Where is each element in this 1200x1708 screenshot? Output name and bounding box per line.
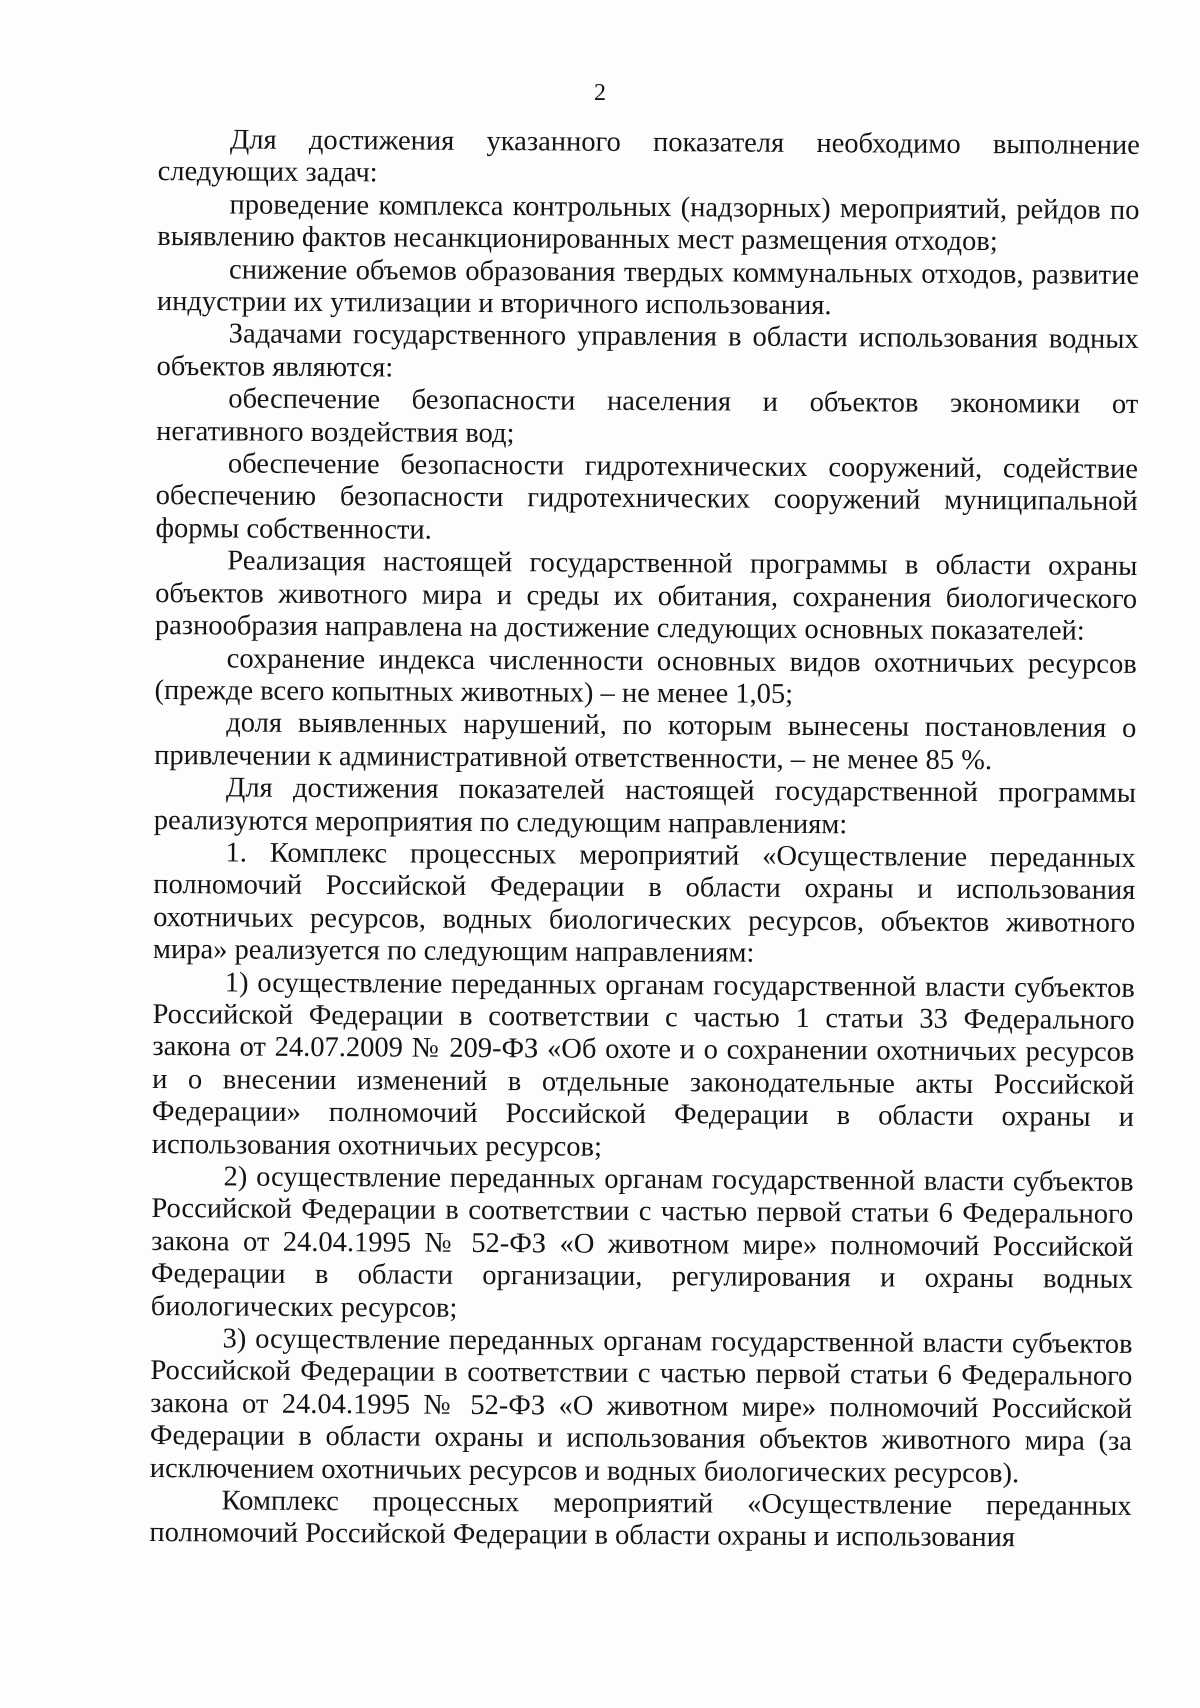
paragraph-9: доля выявленных нарушений, по которым вынесены постановления о привлечении к административной ответственности, – не менее 85 %. (154, 707, 1137, 776)
document-body (149, 124, 1140, 1556)
page-number: 2 (594, 80, 606, 106)
paragraph-6: обеспечение безопасности гидротехнических сооружений, содействие обеспечению безопасности гидротехнических сооружений муниципальной формы собственности. (155, 448, 1139, 546)
paragraph-15: Комплекс процессных мероприятий «Осуществление переданных полномочий Российской Федерации в области охраны и использования (149, 1485, 1132, 1554)
paragraph-10: Для достижения показателей настоящей государственной программы реализуются мероприятия по следующим направлениям: (153, 772, 1137, 840)
paragraph-8: сохранение индекса численности основных видов охотничьих ресурсов (прежде всего копытных животных) – не менее 1,05; (154, 642, 1137, 710)
paragraph-3: снижение объемов образования твердых коммунальных отходов, развитие индустрии их утилизации и вторичного использования. (156, 254, 1140, 322)
paragraph-5: обеспечение безопасности населения и объектов экономики от негативного воздействия вод; (156, 383, 1139, 449)
paragraph-2: проведение комплекса контрольных (надзорных) мероприятий, рейдов по выявлению фактов несанкционированных мест размещения отходов; (157, 189, 1140, 258)
paragraph-12: 1) осуществление переданных органам государственной власти субъектов Российской Федерации в соответствии с частью 1 статьи 33 Федерального закона от 24.07.2009 № 209-ФЗ «Об охоте и о сохранении охотничьих ресурсов и о внесении изменений в отдельные законодательные акты Российской Федерации» полномочий Российской Федерации в области охраны и использования охотничьих ресурсов; (151, 966, 1135, 1163)
paragraph-1: Для достижения указанного показателя необходимо выполнение следующих задач: (157, 124, 1140, 189)
paragraph-7: Реализация настоящей государственной программы в области охраны объектов животного мира и среды их обитания, сохранения биологического разнообразия направлена на достижение следующих основных показателей: (154, 545, 1138, 647)
paragraph-13: 2) осуществление переданных органам государственной власти субъектов Российской Федерации в соответствии с частью первой статьи 6 Федерального закона от 24.04.1995 № 52-ФЗ «О животном мире» полномочий Российской Федерации в области организации, регулирования и охраны водных биологических ресурсов; (150, 1161, 1134, 1324)
paragraph-14: 3) осуществление переданных органам государственной власти субъектов Российской Федерации в соответствии с частью первой статьи 6 Федерального закона от 24.04.1995 № 52-ФЗ «О животном мире» полномочий Российской Федерации в области охраны и использования объектов животного мира (за исключением охотничьих ресурсов и водных биологических ресурсов). (149, 1323, 1133, 1489)
paragraph-4: Задачами государственного управления в области использования водных объектов являются: (156, 318, 1139, 384)
paragraph-11: 1. Комплекс процессных мероприятий «Осуществление переданных полномочий Российской Федерации в области охраны и использования охотничьих ресурсов, водных биологических ресурсов, объектов животного мира» реализуется по следующим направлениям: (152, 837, 1136, 969)
